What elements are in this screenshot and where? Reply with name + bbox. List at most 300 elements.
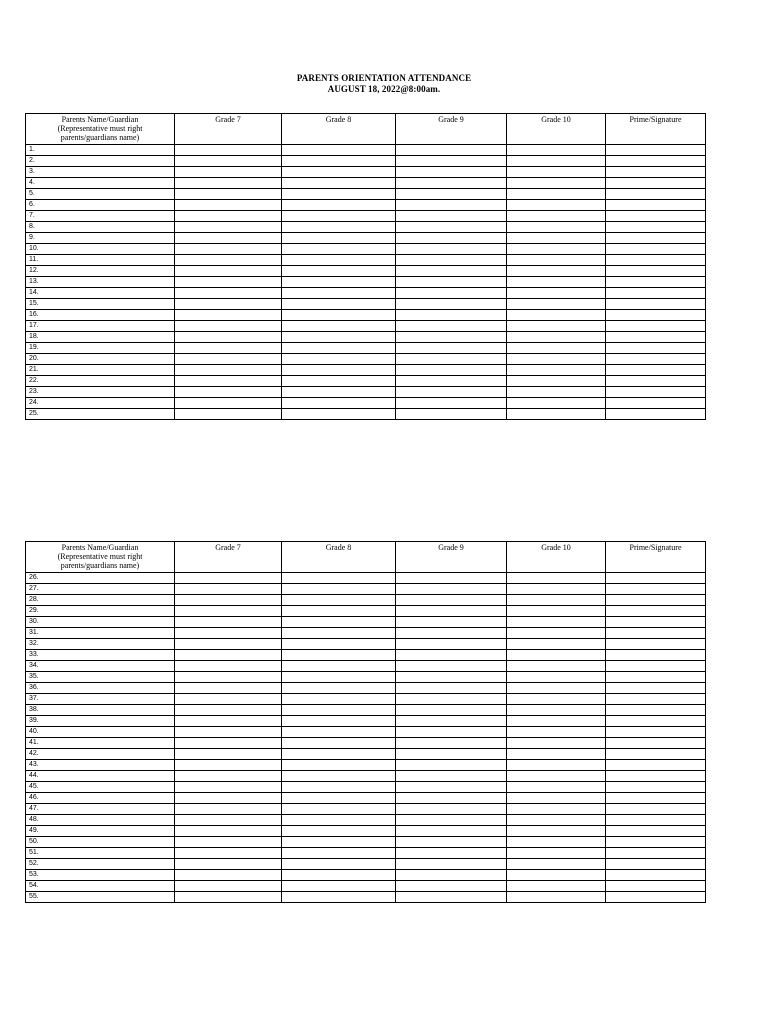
grade-7-cell[interactable]: [175, 584, 282, 595]
grade-7-cell[interactable]: [175, 573, 282, 584]
row-number-cell: 43.: [26, 760, 175, 771]
grade-7-cell[interactable]: [175, 617, 282, 628]
grade-8-cell[interactable]: [282, 661, 396, 672]
grade-9-cell[interactable]: [396, 299, 507, 310]
grade-10-cell[interactable]: [507, 167, 606, 178]
grade-9-cell[interactable]: [396, 376, 507, 387]
grade-8-cell[interactable]: [282, 859, 396, 870]
grade-10-cell[interactable]: [507, 145, 606, 156]
grade-9-cell[interactable]: [396, 595, 507, 606]
grade-10-cell[interactable]: [507, 310, 606, 321]
grade-10-cell[interactable]: [507, 573, 606, 584]
table-row: [26, 793, 706, 804]
grade-7-cell[interactable]: [175, 365, 282, 376]
grade-7-cell[interactable]: [175, 200, 282, 211]
grade-10-cell[interactable]: [507, 332, 606, 343]
grade-10-cell[interactable]: [507, 782, 606, 793]
grade-9-cell[interactable]: [396, 409, 507, 420]
grade-8-cell[interactable]: [282, 837, 396, 848]
grade-7-cell[interactable]: [175, 705, 282, 716]
grade-7-cell[interactable]: [175, 387, 282, 398]
grade-10-cell[interactable]: [507, 365, 606, 376]
grade-8-cell[interactable]: [282, 145, 396, 156]
grade-7-cell[interactable]: [175, 848, 282, 859]
grade-9-cell[interactable]: [396, 650, 507, 661]
signature-cell[interactable]: [606, 167, 706, 178]
grade-9-cell[interactable]: [396, 804, 507, 815]
grade-10-cell[interactable]: [507, 288, 606, 299]
row-number-cell: 35.: [26, 672, 175, 683]
signature-cell[interactable]: [606, 859, 706, 870]
signature-cell[interactable]: [606, 211, 706, 222]
signature-cell[interactable]: [606, 332, 706, 343]
grade-7-cell[interactable]: [175, 145, 282, 156]
grade-9-cell[interactable]: [396, 661, 507, 672]
grade-10-cell[interactable]: [507, 859, 606, 870]
grade-7-cell[interactable]: [175, 233, 282, 244]
grade-8-cell[interactable]: [282, 343, 396, 354]
grade-7-cell[interactable]: [175, 606, 282, 617]
grade-8-cell[interactable]: [282, 870, 396, 881]
grade-8-cell[interactable]: [282, 584, 396, 595]
grade-10-cell[interactable]: [507, 639, 606, 650]
grade-10-cell[interactable]: [507, 672, 606, 683]
grade-10-cell[interactable]: [507, 628, 606, 639]
grade-8-cell[interactable]: [282, 200, 396, 211]
grade-10-cell[interactable]: [507, 683, 606, 694]
grade-9-cell[interactable]: [396, 749, 507, 760]
grade-8-cell[interactable]: [282, 178, 396, 189]
row-number-cell: 51.: [26, 848, 175, 859]
grade-9-cell[interactable]: [396, 892, 507, 903]
grade-9-cell[interactable]: [396, 343, 507, 354]
signature-cell[interactable]: [606, 749, 706, 760]
signature-cell[interactable]: [606, 837, 706, 848]
signature-cell[interactable]: [606, 892, 706, 903]
table-row: [26, 343, 706, 354]
signature-cell[interactable]: [606, 277, 706, 288]
grade-7-cell[interactable]: [175, 738, 282, 749]
grade-7-cell[interactable]: [175, 277, 282, 288]
grade-8-cell[interactable]: [282, 694, 396, 705]
grade-9-cell[interactable]: [396, 793, 507, 804]
signature-cell[interactable]: [606, 145, 706, 156]
grade-9-cell[interactable]: [396, 156, 507, 167]
grade-10-cell[interactable]: [507, 661, 606, 672]
signature-cell[interactable]: [606, 826, 706, 837]
grade-7-cell[interactable]: [175, 870, 282, 881]
signature-cell[interactable]: [606, 738, 706, 749]
grade-8-cell[interactable]: [282, 398, 396, 409]
signature-cell[interactable]: [606, 804, 706, 815]
grade-10-cell[interactable]: [507, 244, 606, 255]
grade-9-cell[interactable]: [396, 683, 507, 694]
grade-7-cell[interactable]: [175, 859, 282, 870]
grade-7-cell[interactable]: [175, 749, 282, 760]
grade-7-cell[interactable]: [175, 595, 282, 606]
grade-8-cell[interactable]: [282, 255, 396, 266]
signature-cell[interactable]: [606, 178, 706, 189]
signature-cell[interactable]: [606, 870, 706, 881]
grade-7-cell[interactable]: [175, 628, 282, 639]
grade-8-cell[interactable]: [282, 167, 396, 178]
grade-8-cell[interactable]: [282, 760, 396, 771]
grade-9-cell[interactable]: [396, 211, 507, 222]
grade-9-cell[interactable]: [396, 167, 507, 178]
table-row: [26, 705, 706, 716]
grade-7-cell[interactable]: [175, 650, 282, 661]
grade-10-cell[interactable]: [507, 815, 606, 826]
grade-9-cell[interactable]: [396, 727, 507, 738]
grade-10-cell[interactable]: [507, 727, 606, 738]
grade-9-cell[interactable]: [396, 760, 507, 771]
grade-8-cell[interactable]: [282, 705, 396, 716]
grade-10-cell[interactable]: [507, 826, 606, 837]
grade-9-cell[interactable]: [396, 771, 507, 782]
grade-8-cell[interactable]: [282, 716, 396, 727]
grade-7-cell[interactable]: [175, 255, 282, 266]
grade-8-cell[interactable]: [282, 749, 396, 760]
grade-9-cell[interactable]: [396, 354, 507, 365]
grade-10-cell[interactable]: [507, 343, 606, 354]
grade-10-cell[interactable]: [507, 233, 606, 244]
grade-10-cell[interactable]: [507, 837, 606, 848]
grade-7-cell[interactable]: [175, 310, 282, 321]
grade-7-cell[interactable]: [175, 167, 282, 178]
signature-cell[interactable]: [606, 288, 706, 299]
signature-cell[interactable]: [606, 233, 706, 244]
grade-8-cell[interactable]: [282, 288, 396, 299]
grade-7-cell[interactable]: [175, 892, 282, 903]
signature-cell[interactable]: [606, 628, 706, 639]
grade-7-cell[interactable]: [175, 332, 282, 343]
grade-7-cell[interactable]: [175, 771, 282, 782]
grade-8-cell[interactable]: [282, 321, 396, 332]
table-row: [26, 815, 706, 826]
signature-cell[interactable]: [606, 727, 706, 738]
grade-10-cell[interactable]: [507, 738, 606, 749]
grade-8-cell[interactable]: [282, 189, 396, 200]
grade-9-cell[interactable]: [396, 178, 507, 189]
grade-10-cell[interactable]: [507, 255, 606, 266]
signature-cell[interactable]: [606, 606, 706, 617]
grade-10-cell[interactable]: [507, 398, 606, 409]
grade-9-cell[interactable]: [396, 573, 507, 584]
grade-8-cell[interactable]: [282, 683, 396, 694]
grade-9-cell[interactable]: [396, 617, 507, 628]
grade-10-cell[interactable]: [507, 595, 606, 606]
table-row: [26, 189, 706, 200]
grade-10-cell[interactable]: [507, 650, 606, 661]
grade-7-cell[interactable]: [175, 178, 282, 189]
grade-9-cell[interactable]: [396, 881, 507, 892]
table-row: [26, 233, 706, 244]
grade-10-cell[interactable]: [507, 804, 606, 815]
grade-10-cell[interactable]: [507, 189, 606, 200]
grade-8-cell[interactable]: [282, 848, 396, 859]
table-row: [26, 738, 706, 749]
signature-cell[interactable]: [606, 409, 706, 420]
grade-7-cell[interactable]: [175, 881, 282, 892]
column-header-grade-8: Grade 8: [282, 114, 396, 145]
signature-cell[interactable]: [606, 156, 706, 167]
grade-10-cell[interactable]: [507, 200, 606, 211]
grade-10-cell[interactable]: [507, 584, 606, 595]
signature-cell[interactable]: [606, 650, 706, 661]
grade-8-cell[interactable]: [282, 738, 396, 749]
grade-10-cell[interactable]: [507, 376, 606, 387]
grade-7-cell[interactable]: [175, 716, 282, 727]
grade-7-cell[interactable]: [175, 156, 282, 167]
grade-7-cell[interactable]: [175, 760, 282, 771]
grade-7-cell[interactable]: [175, 409, 282, 420]
grade-8-cell[interactable]: [282, 628, 396, 639]
row-number-cell: 3.: [26, 167, 175, 178]
grade-10-cell[interactable]: [507, 694, 606, 705]
grade-10-cell[interactable]: [507, 771, 606, 782]
grade-8-cell[interactable]: [282, 793, 396, 804]
signature-cell[interactable]: [606, 387, 706, 398]
grade-8-cell[interactable]: [282, 266, 396, 277]
grade-10-cell[interactable]: [507, 881, 606, 892]
signature-cell[interactable]: [606, 848, 706, 859]
signature-cell[interactable]: [606, 716, 706, 727]
grade-9-cell[interactable]: [396, 815, 507, 826]
signature-cell[interactable]: [606, 760, 706, 771]
row-number-cell: 18.: [26, 332, 175, 343]
grade-8-cell[interactable]: [282, 606, 396, 617]
grade-9-cell[interactable]: [396, 222, 507, 233]
table-row: [26, 881, 706, 892]
grade-8-cell[interactable]: [282, 233, 396, 244]
grade-7-cell[interactable]: [175, 376, 282, 387]
signature-cell[interactable]: [606, 222, 706, 233]
grade-9-cell[interactable]: [396, 387, 507, 398]
grade-8-cell[interactable]: [282, 892, 396, 903]
grade-7-cell[interactable]: [175, 683, 282, 694]
grade-8-cell[interactable]: [282, 211, 396, 222]
signature-cell[interactable]: [606, 398, 706, 409]
grade-9-cell[interactable]: [396, 606, 507, 617]
grade-7-cell[interactable]: [175, 266, 282, 277]
grade-8-cell[interactable]: [282, 617, 396, 628]
grade-10-cell[interactable]: [507, 211, 606, 222]
grade-8-cell[interactable]: [282, 376, 396, 387]
grade-9-cell[interactable]: [396, 705, 507, 716]
signature-cell[interactable]: [606, 189, 706, 200]
grade-7-cell[interactable]: [175, 354, 282, 365]
grade-8-cell[interactable]: [282, 826, 396, 837]
grade-7-cell[interactable]: [175, 672, 282, 683]
grade-7-cell[interactable]: [175, 727, 282, 738]
grade-8-cell[interactable]: [282, 277, 396, 288]
grade-10-cell[interactable]: [507, 606, 606, 617]
grade-9-cell[interactable]: [396, 288, 507, 299]
grade-10-cell[interactable]: [507, 178, 606, 189]
grade-10-cell[interactable]: [507, 793, 606, 804]
signature-cell[interactable]: [606, 705, 706, 716]
grade-7-cell[interactable]: [175, 189, 282, 200]
grade-10-cell[interactable]: [507, 266, 606, 277]
grade-9-cell[interactable]: [396, 277, 507, 288]
table-header-row: [26, 542, 706, 573]
signature-cell[interactable]: [606, 617, 706, 628]
signature-cell[interactable]: [606, 255, 706, 266]
grade-10-cell[interactable]: [507, 299, 606, 310]
grade-10-cell[interactable]: [507, 156, 606, 167]
grade-7-cell[interactable]: [175, 804, 282, 815]
signature-cell[interactable]: [606, 321, 706, 332]
table-row: [26, 892, 706, 903]
grade-7-cell[interactable]: [175, 288, 282, 299]
grade-9-cell[interactable]: [396, 716, 507, 727]
grade-8-cell[interactable]: [282, 650, 396, 661]
grade-7-cell[interactable]: [175, 815, 282, 826]
grade-8-cell[interactable]: [282, 222, 396, 233]
grade-7-cell[interactable]: [175, 321, 282, 332]
grade-9-cell[interactable]: [396, 672, 507, 683]
grade-9-cell[interactable]: [396, 628, 507, 639]
grade-8-cell[interactable]: [282, 804, 396, 815]
grade-9-cell[interactable]: [396, 266, 507, 277]
grade-7-cell[interactable]: [175, 793, 282, 804]
grade-8-cell[interactable]: [282, 365, 396, 376]
grade-9-cell[interactable]: [396, 145, 507, 156]
grade-10-cell[interactable]: [507, 354, 606, 365]
table-row: [26, 683, 706, 694]
signature-cell[interactable]: [606, 639, 706, 650]
grade-7-cell[interactable]: [175, 398, 282, 409]
grade-8-cell[interactable]: [282, 815, 396, 826]
grade-10-cell[interactable]: [507, 321, 606, 332]
grade-8-cell[interactable]: [282, 639, 396, 650]
grade-10-cell[interactable]: [507, 222, 606, 233]
signature-cell[interactable]: [606, 343, 706, 354]
row-number-cell: 21.: [26, 365, 175, 376]
grade-10-cell[interactable]: [507, 409, 606, 420]
signature-cell[interactable]: [606, 573, 706, 584]
signature-cell[interactable]: [606, 782, 706, 793]
signature-cell[interactable]: [606, 376, 706, 387]
grade-9-cell[interactable]: [396, 738, 507, 749]
row-number-cell: 1.: [26, 145, 175, 156]
grade-7-cell[interactable]: [175, 211, 282, 222]
grade-10-cell[interactable]: [507, 892, 606, 903]
grade-8-cell[interactable]: [282, 595, 396, 606]
grade-9-cell[interactable]: [396, 782, 507, 793]
grade-7-cell[interactable]: [175, 837, 282, 848]
grade-10-cell[interactable]: [507, 749, 606, 760]
grade-8-cell[interactable]: [282, 782, 396, 793]
grade-7-cell[interactable]: [175, 343, 282, 354]
grade-8-cell[interactable]: [282, 299, 396, 310]
grade-7-cell[interactable]: [175, 222, 282, 233]
grade-8-cell[interactable]: [282, 332, 396, 343]
grade-9-cell[interactable]: [396, 365, 507, 376]
grade-7-cell[interactable]: [175, 244, 282, 255]
grade-10-cell[interactable]: [507, 870, 606, 881]
grade-10-cell[interactable]: [507, 617, 606, 628]
grade-9-cell[interactable]: [396, 826, 507, 837]
grade-8-cell[interactable]: [282, 771, 396, 782]
signature-cell[interactable]: [606, 310, 706, 321]
grade-9-cell[interactable]: [396, 310, 507, 321]
signature-cell[interactable]: [606, 595, 706, 606]
table-row: [26, 727, 706, 738]
grade-8-cell[interactable]: [282, 727, 396, 738]
signature-cell[interactable]: [606, 365, 706, 376]
grade-7-cell[interactable]: [175, 661, 282, 672]
grade-8-cell[interactable]: [282, 672, 396, 683]
grade-10-cell[interactable]: [507, 848, 606, 859]
signature-cell[interactable]: [606, 815, 706, 826]
grade-10-cell[interactable]: [507, 705, 606, 716]
signature-cell[interactable]: [606, 200, 706, 211]
grade-9-cell[interactable]: [396, 870, 507, 881]
grade-7-cell[interactable]: [175, 826, 282, 837]
signature-cell[interactable]: [606, 266, 706, 277]
grade-8-cell[interactable]: [282, 409, 396, 420]
signature-cell[interactable]: [606, 661, 706, 672]
signature-cell[interactable]: [606, 881, 706, 892]
table-row: [26, 288, 706, 299]
table-row: [26, 639, 706, 650]
grade-9-cell[interactable]: [396, 321, 507, 332]
signature-cell[interactable]: [606, 793, 706, 804]
grade-8-cell[interactable]: [282, 387, 396, 398]
signature-cell[interactable]: [606, 354, 706, 365]
grade-7-cell[interactable]: [175, 694, 282, 705]
grade-10-cell[interactable]: [507, 760, 606, 771]
signature-cell[interactable]: [606, 672, 706, 683]
grade-7-cell[interactable]: [175, 639, 282, 650]
signature-cell[interactable]: [606, 683, 706, 694]
row-number-cell: 39.: [26, 716, 175, 727]
grade-9-cell[interactable]: [396, 233, 507, 244]
grade-10-cell[interactable]: [507, 387, 606, 398]
grade-8-cell[interactable]: [282, 244, 396, 255]
grade-10-cell[interactable]: [507, 716, 606, 727]
row-number-cell: 8.: [26, 222, 175, 233]
grade-9-cell[interactable]: [396, 584, 507, 595]
grade-9-cell[interactable]: [396, 255, 507, 266]
grade-8-cell[interactable]: [282, 881, 396, 892]
grade-10-cell[interactable]: [507, 277, 606, 288]
grade-7-cell[interactable]: [175, 782, 282, 793]
signature-cell[interactable]: [606, 244, 706, 255]
grade-8-cell[interactable]: [282, 573, 396, 584]
grade-8-cell[interactable]: [282, 310, 396, 321]
signature-cell[interactable]: [606, 771, 706, 782]
grade-9-cell[interactable]: [396, 859, 507, 870]
grade-9-cell[interactable]: [396, 694, 507, 705]
grade-7-cell[interactable]: [175, 299, 282, 310]
signature-cell[interactable]: [606, 584, 706, 595]
signature-cell[interactable]: [606, 299, 706, 310]
grade-9-cell[interactable]: [396, 848, 507, 859]
grade-9-cell[interactable]: [396, 189, 507, 200]
grade-8-cell[interactable]: [282, 156, 396, 167]
signature-cell[interactable]: [606, 694, 706, 705]
grade-9-cell[interactable]: [396, 200, 507, 211]
grade-8-cell[interactable]: [282, 354, 396, 365]
grade-9-cell[interactable]: [396, 639, 507, 650]
grade-9-cell[interactable]: [396, 244, 507, 255]
grade-9-cell[interactable]: [396, 332, 507, 343]
grade-9-cell[interactable]: [396, 837, 507, 848]
grade-9-cell[interactable]: [396, 398, 507, 409]
row-number-cell: 32.: [26, 639, 175, 650]
